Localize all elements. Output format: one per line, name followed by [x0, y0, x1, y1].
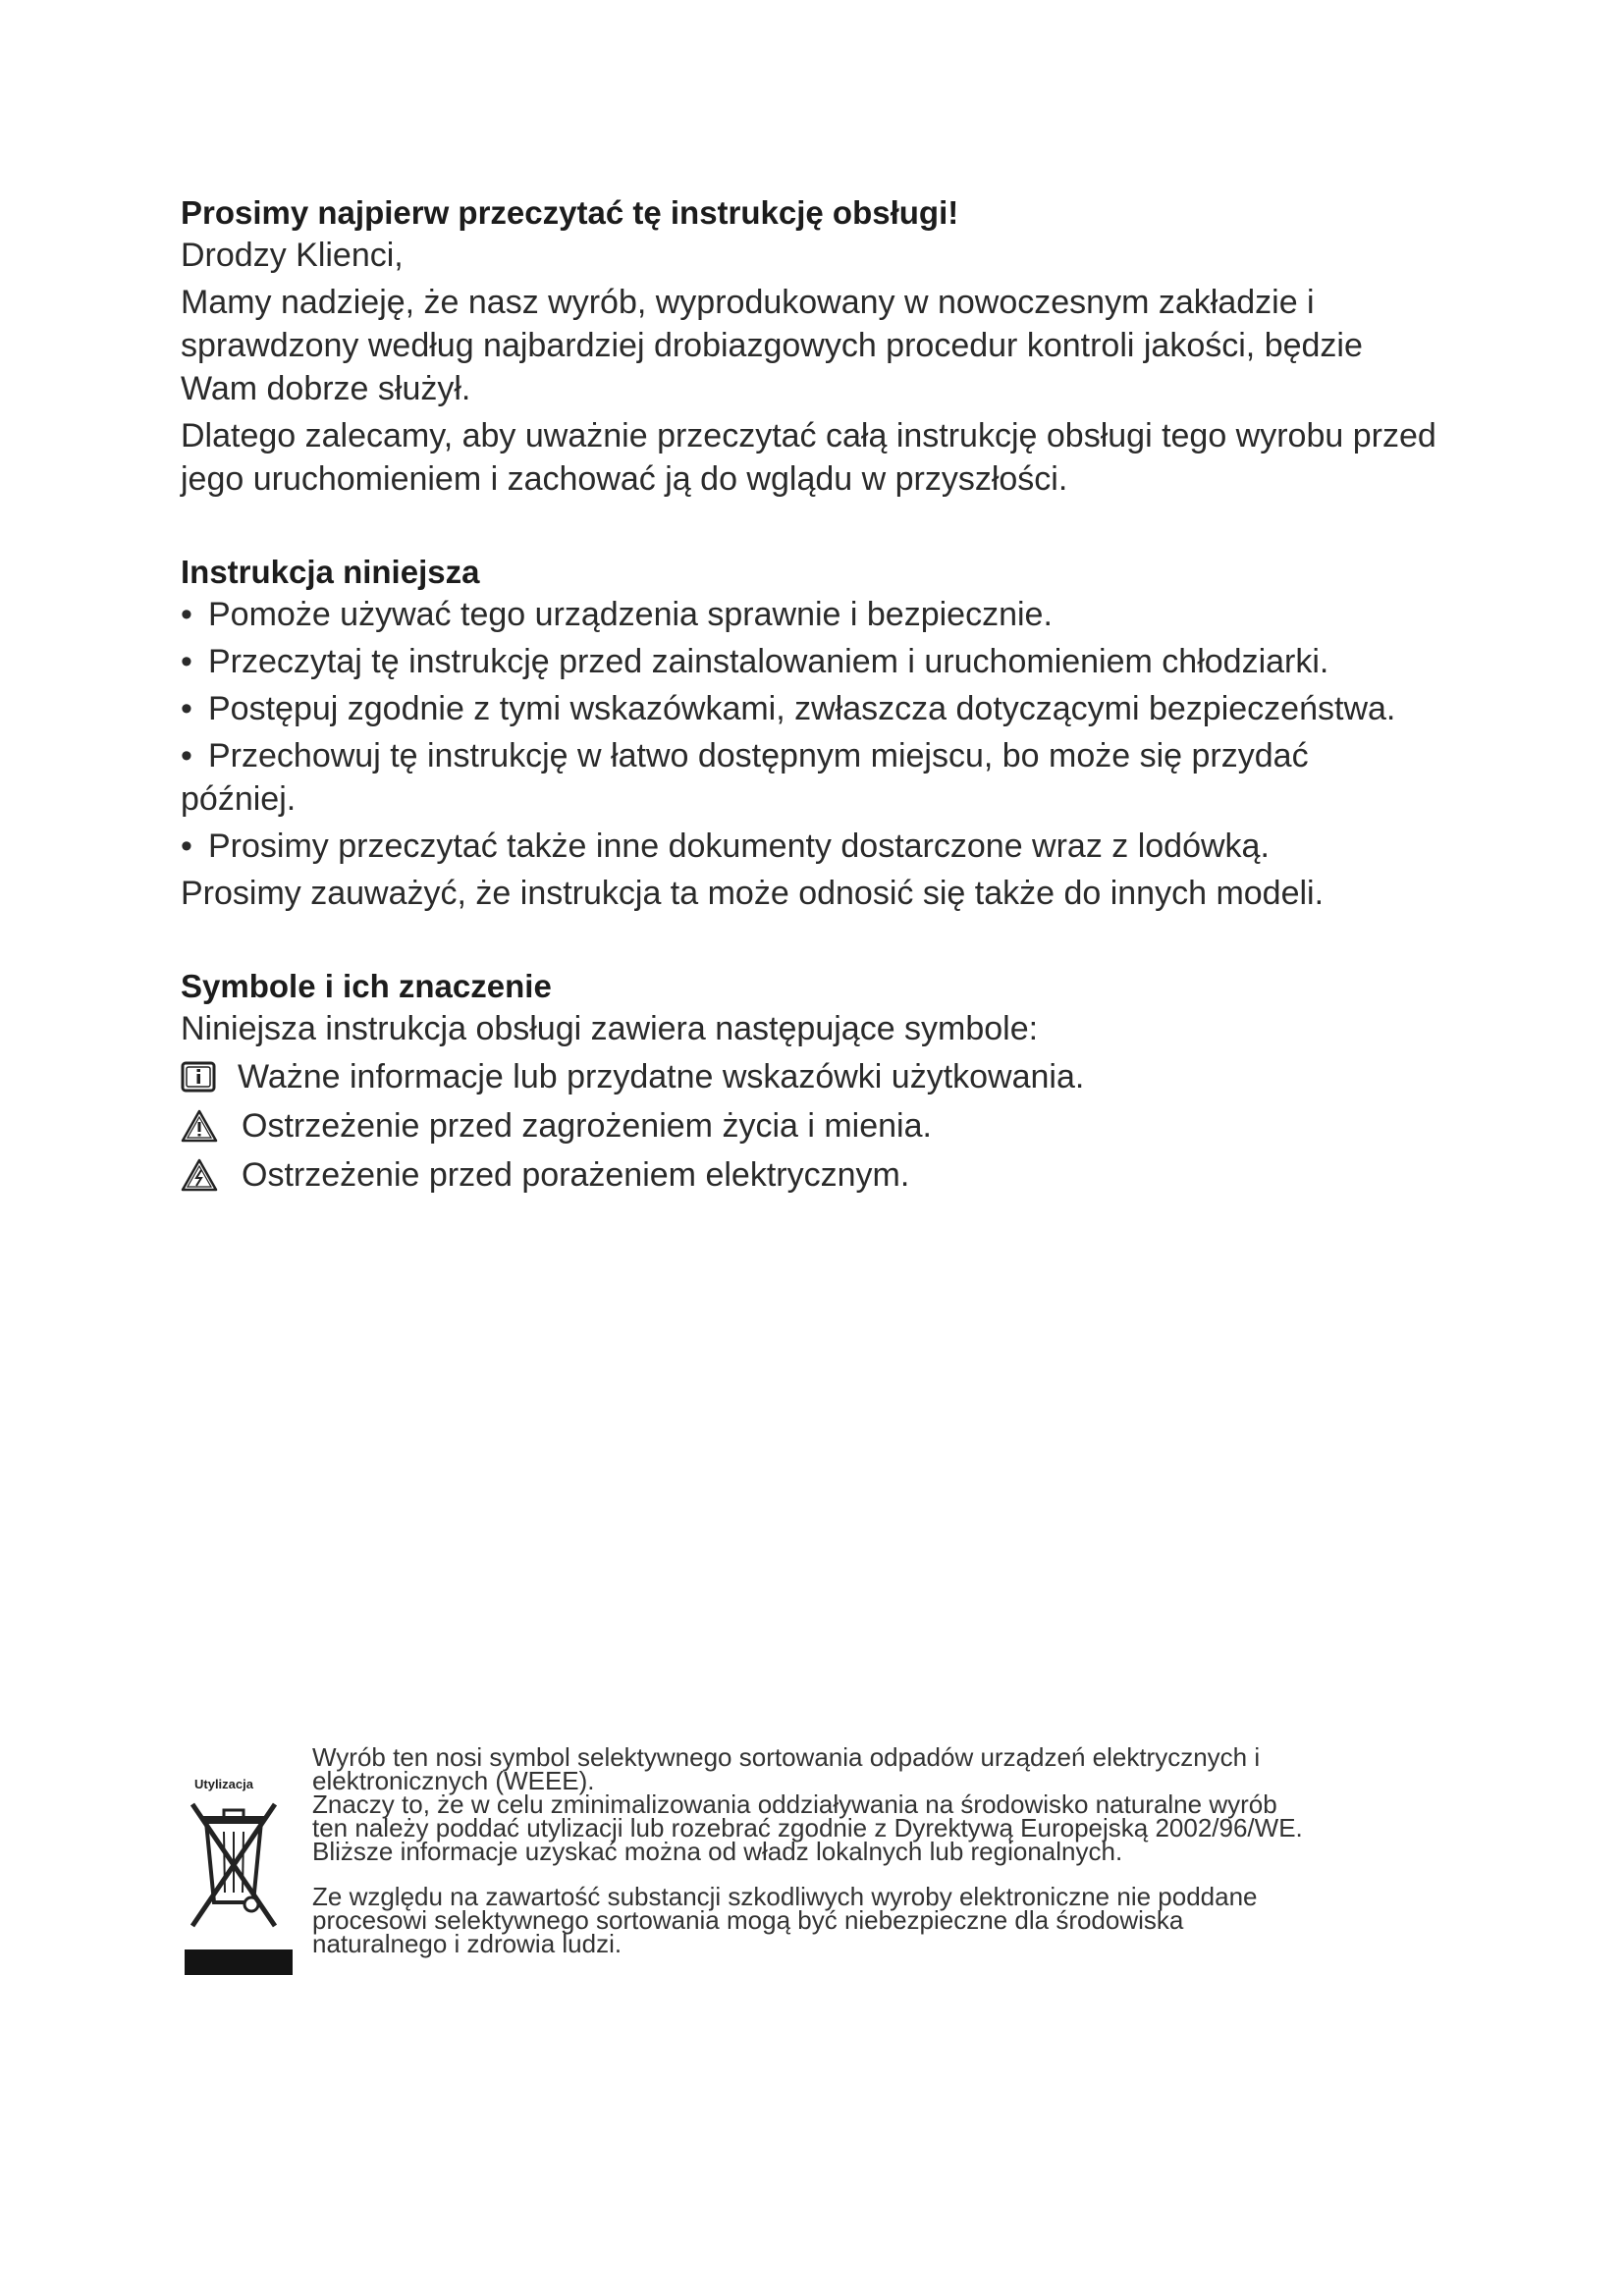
weee-section — [181, 1742, 1457, 2040]
crossed-bin-icon — [189, 1796, 279, 1934]
electric-warning-icon — [181, 1158, 218, 1192]
weee-label: Utylizacja — [194, 1777, 253, 1791]
symbol-row-info — [181, 1054, 1457, 1099]
symbol-electric-text: Ostrzeżenie przed porażeniem elektrycznym. — [242, 1156, 910, 1194]
symbol-row-warning — [181, 1103, 1457, 1148]
symbol-row-electric — [181, 1152, 1457, 1198]
info-icon — [181, 1060, 216, 1094]
list-item: • Przechowuj tę instrukcję w łatwo dostępnym miejscu, bo może się przydać później. — [181, 734, 1457, 821]
models-note: Prosimy zauważyć, że instrukcja ta może odnosić się także do innych modeli. — [181, 875, 1325, 912]
weee-paragraph-1: Wyrób ten nosi symbol selektywnego sortowania odpadów urządzeń elektrycznych i elektronicznych (WEEE). Znaczy to, że w celu zminimalizowania oddziaływania na środowisko naturalne wyrób ten należy poddać utylizacji lub rozebrać zgodnie z Dyrektywą Europejską 2002/96/WE. Bliższe informacje uzyskać można od władz lokalnych lub regionalnych. — [312, 1742, 1303, 1866]
symbol-warning-text: Ostrzeżenie przed zagrożeniem życia i mienia. — [242, 1107, 932, 1145]
weee-black-bar — [185, 1949, 293, 1975]
main-content — [181, 192, 1457, 1201]
bullet-icon: • — [181, 737, 192, 774]
greeting: Drodzy Klienci, — [181, 237, 404, 274]
list-item: • Pomoże używać tego urządzenia sprawnie i bezpiecznie. — [181, 593, 1457, 636]
intro-heading: Prosimy najpierw przeczytać tę instrukcję obsługi! — [181, 194, 959, 231]
list-item: • Przeczytaj tę instrukcję przed zainstalowaniem i uruchomieniem chłodziarki. — [181, 640, 1457, 683]
weee-badge — [181, 1745, 289, 2001]
symbols-section — [181, 966, 1457, 1198]
bullet-icon: • — [181, 690, 192, 727]
symbols-intro: Niniejsza instrukcja obsługi zawiera następujące symbole: — [181, 1010, 1039, 1047]
bullet-icon: • — [181, 643, 192, 680]
intro-paragraph-2: Dlatego zalecamy, aby uważnie przeczytać całą instrukcję obsługi tego wyrobu przed jego uruchomieniem i zachować ją do wglądu w przyszłości. — [181, 417, 1436, 498]
list-item: • Prosimy przeczytać także inne dokumenty dostarczone wraz z lodówką. — [181, 825, 1457, 868]
intro-paragraph-1: Mamy nadzieję, że nasz wyrób, wyprodukowany w nowoczesnym zakładzie i sprawdzony według najbardziej drobiazgowych procedur kontroli jakości, będzie Wam dobrze służył. — [181, 284, 1363, 407]
warning-icon — [181, 1109, 218, 1143]
list-item: • Postępuj zgodnie z tymi wskazówkami, zwłaszcza dotyczącymi bezpieczeństwa. — [181, 687, 1457, 730]
symbol-info-text: Ważne informacje lub przydatne wskazówki użytkowania. — [238, 1058, 1085, 1095]
instruction-heading: Instrukcja niniejsza — [181, 554, 480, 590]
symbols-heading: Symbole i ich znaczenie — [181, 968, 552, 1004]
bullet-icon: • — [181, 596, 192, 633]
instruction-section — [181, 552, 1457, 915]
weee-paragraph-2: Ze względu na zawartość substancji szkodliwych wyroby elektroniczne nie poddane procesowi selektywnego sortowania mogą być niebezpieczne dla środowiska naturalnego i zdrowia ludzi. — [312, 1882, 1258, 1958]
weee-text — [312, 1742, 1461, 1977]
bullet-icon: • — [181, 828, 192, 865]
